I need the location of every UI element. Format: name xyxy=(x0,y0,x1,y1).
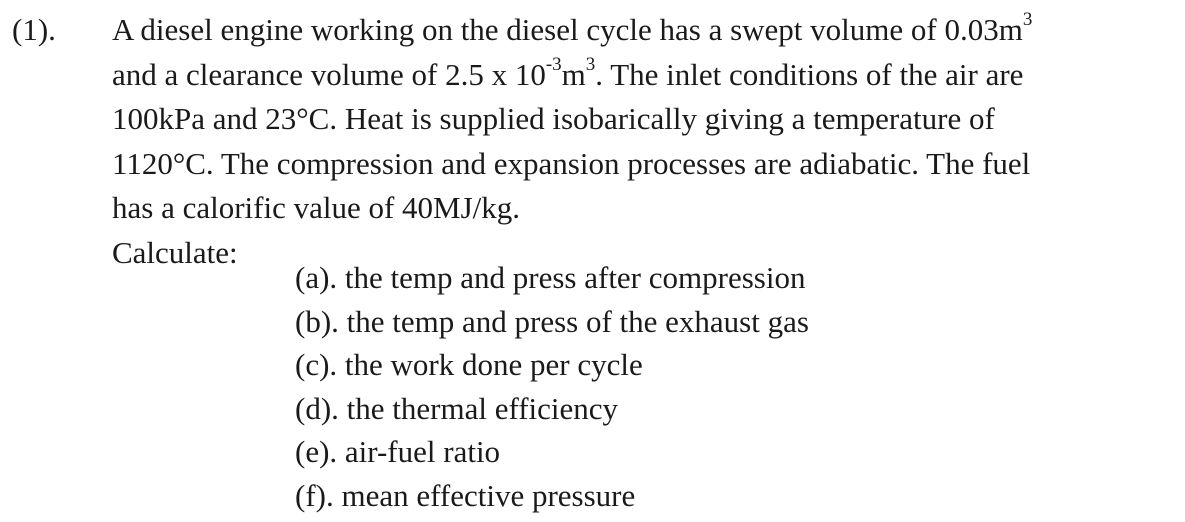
part-d: (d). the thermal efficiency xyxy=(295,390,619,426)
problem-number: (1). xyxy=(12,12,56,47)
statement-text: and a clearance volume of 2.5 x 10 xyxy=(112,56,546,92)
statement-text: A diesel engine working on the diesel cycle has a swept volume of 0.03m xyxy=(112,12,1023,47)
statement-line-2 xyxy=(112,53,1180,98)
statement-line-3: 100kPa and 23°C. Heat is supplied isobarically giving a temperature of xyxy=(112,101,995,137)
statement-text: m xyxy=(561,56,586,92)
superscript: 3 xyxy=(585,53,596,75)
statement-line-1 xyxy=(112,8,1180,53)
problem-statement xyxy=(112,8,1180,276)
parts-list xyxy=(295,256,809,518)
superscript: 3 xyxy=(1022,9,1033,30)
part-c: (c). the work done per cycle xyxy=(295,347,643,383)
statement-line-5: has a calorific value of 40MJ/kg. xyxy=(112,190,521,226)
part-b: (b). the temp and press of the exhaust gas xyxy=(295,303,809,339)
statement-line-4: 1120°C. The compression and expansion processes are adiabatic. The fuel xyxy=(112,145,1031,181)
superscript: -3 xyxy=(545,53,562,75)
part-f: (f). mean effective pressure xyxy=(295,477,636,513)
part-a: (a). the temp and press after compression xyxy=(295,260,806,295)
statement-text: . The inlet conditions of the air are xyxy=(595,56,1024,92)
calculate-label: Calculate: xyxy=(112,234,238,270)
part-e: (e). air-fuel ratio xyxy=(295,434,501,470)
